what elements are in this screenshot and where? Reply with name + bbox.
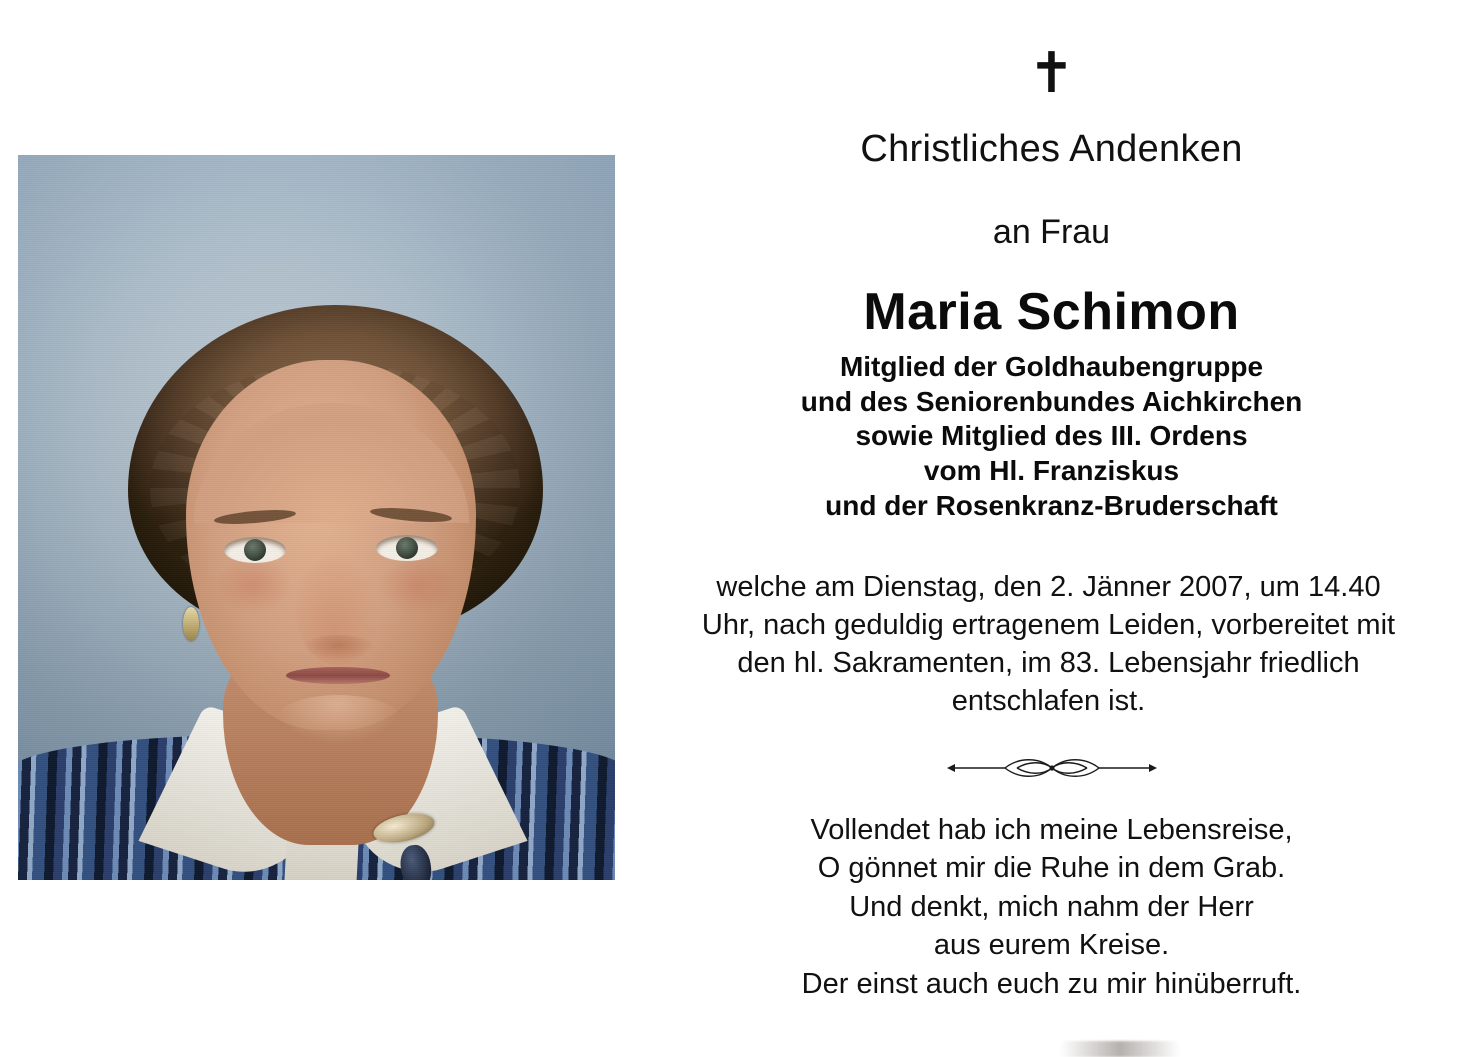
verse-line: Und denkt, mich nahm der Herr — [849, 890, 1254, 923]
membership-line: vom Hl. Franziskus — [923, 455, 1180, 487]
membership-line: und der Rosenkranz-Bruderschaft — [825, 489, 1278, 521]
cheek-left — [213, 555, 293, 615]
verse-block — [640, 811, 1463, 1004]
membership-line: Mitglied der Goldhaubengruppe — [839, 351, 1264, 382]
deceased-name: Maria Schimon — [863, 283, 1240, 341]
memberships-block — [640, 350, 1463, 524]
membership-line: und des Seniorenbundes Aichkirchen — [800, 385, 1303, 417]
verse-line: aus eurem Kreise. — [933, 929, 1170, 962]
eye-right — [376, 535, 438, 561]
membership-line: sowie Mitglied des III. Ordens — [855, 420, 1248, 452]
addressee-line: an Frau — [992, 213, 1111, 251]
cheek-right — [378, 555, 458, 615]
eye-left — [224, 537, 286, 563]
paper-smudge — [1060, 1041, 1180, 1057]
verse-line: Der einst auch euch zu mir hinüberruft. — [801, 967, 1302, 1000]
verse-line: O gönnet mir die Ruhe in dem Grab. — [817, 852, 1286, 885]
passing-text: welche am Dienstag, den 2. Jänner 2007, um 14.40 Uhr, nach geduldig ertragenem Leiden, vorbereitet mit den hl. Sakramenten, im 83. Lebensjahr friedlich entschlafen ist. — [701, 570, 1396, 718]
memorial-heading: Christliches Andenken — [860, 128, 1243, 170]
chin — [276, 695, 401, 743]
photo-pane — [0, 0, 640, 1057]
nose — [296, 553, 380, 665]
ornamental-divider — [947, 755, 1157, 781]
earring — [183, 607, 199, 641]
text-pane — [640, 0, 1463, 1057]
portrait-photo — [18, 155, 615, 880]
mouth — [286, 667, 390, 684]
verse-line: Vollendet hab ich meine Lebensreise, — [810, 813, 1293, 846]
cross-icon: ✝ — [1028, 43, 1075, 105]
